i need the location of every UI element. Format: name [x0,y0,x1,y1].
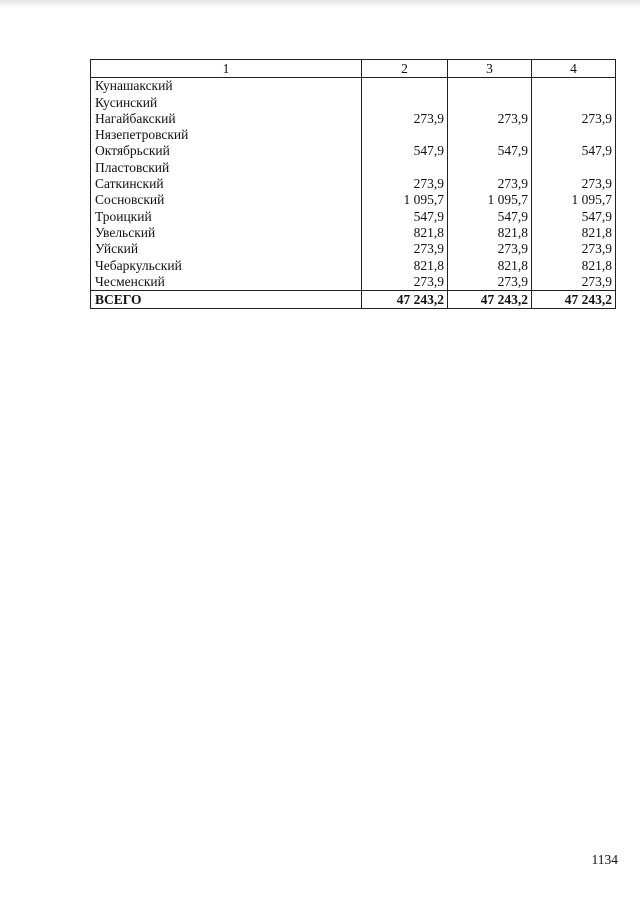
table-row [91,208,616,224]
row-name: Сосновский [91,192,362,208]
row-value-col4: 273,9 [532,241,616,257]
row-value-col4: 547,9 [532,143,616,159]
row-name: Уйский [91,241,362,257]
row-value-col4: 821,8 [532,225,616,241]
row-name: Чесменский [91,274,362,291]
row-name: Саткинский [91,176,362,192]
row-value-col3: 547,9 [448,143,532,159]
row-value-col4: 821,8 [532,257,616,273]
total-label: ВСЕГО [91,290,362,308]
row-value-col2: 821,8 [362,225,448,241]
row-value-col2 [362,159,448,175]
row-value-col4 [532,78,616,95]
table-row [91,241,616,257]
row-name: Троицкий [91,208,362,224]
total-value-col3: 47 243,2 [448,290,532,308]
row-value-col3 [448,94,532,110]
row-value-col2 [362,127,448,143]
budget-table [90,59,616,309]
row-name: Октябрьский [91,143,362,159]
row-name: Кусинский [91,94,362,110]
table-row [91,111,616,127]
row-value-col2: 1 095,7 [362,192,448,208]
total-value-col4: 47 243,2 [532,290,616,308]
table-row [91,176,616,192]
row-value-col2 [362,78,448,95]
row-value-col3: 821,8 [448,225,532,241]
table-row [91,159,616,175]
table-row [91,143,616,159]
row-value-col3: 1 095,7 [448,192,532,208]
row-name: Нагайбакский [91,111,362,127]
row-value-col2: 273,9 [362,111,448,127]
row-value-col3: 273,9 [448,274,532,291]
page-number: 1134 [591,852,618,867]
table-row [91,94,616,110]
row-value-col2: 547,9 [362,208,448,224]
row-value-col4 [532,94,616,110]
row-name: Увельский [91,225,362,241]
row-name: Нязепетровский [91,127,362,143]
row-value-col2: 273,9 [362,241,448,257]
row-value-col4: 1 095,7 [532,192,616,208]
row-value-col3: 273,9 [448,241,532,257]
scan-edge-shadow [0,0,640,8]
row-value-col3 [448,159,532,175]
row-name: Чебаркульский [91,257,362,273]
row-value-col3 [448,78,532,95]
row-value-col4: 547,9 [532,208,616,224]
table-row [91,127,616,143]
row-value-col3: 547,9 [448,208,532,224]
row-value-col4: 273,9 [532,274,616,291]
row-value-col4 [532,127,616,143]
row-value-col2: 821,8 [362,257,448,273]
row-value-col4: 273,9 [532,176,616,192]
table-header-row [91,60,616,78]
column-header-2: 2 [362,60,448,78]
row-value-col2 [362,94,448,110]
table-row [91,78,616,95]
row-value-col3: 821,8 [448,257,532,273]
table-row [91,274,616,291]
column-header-4: 4 [532,60,616,78]
row-name: Кунашакский [91,78,362,95]
row-value-col3: 273,9 [448,111,532,127]
table-row [91,257,616,273]
row-value-col2: 273,9 [362,274,448,291]
column-header-1: 1 [91,60,362,78]
column-header-3: 3 [448,60,532,78]
row-value-col3: 273,9 [448,176,532,192]
total-row [91,290,616,308]
total-value-col2: 47 243,2 [362,290,448,308]
table-row [91,225,616,241]
row-value-col3 [448,127,532,143]
row-name: Пластовский [91,159,362,175]
row-value-col4: 273,9 [532,111,616,127]
row-value-col4 [532,159,616,175]
row-value-col2: 273,9 [362,176,448,192]
table-row [91,192,616,208]
row-value-col2: 547,9 [362,143,448,159]
